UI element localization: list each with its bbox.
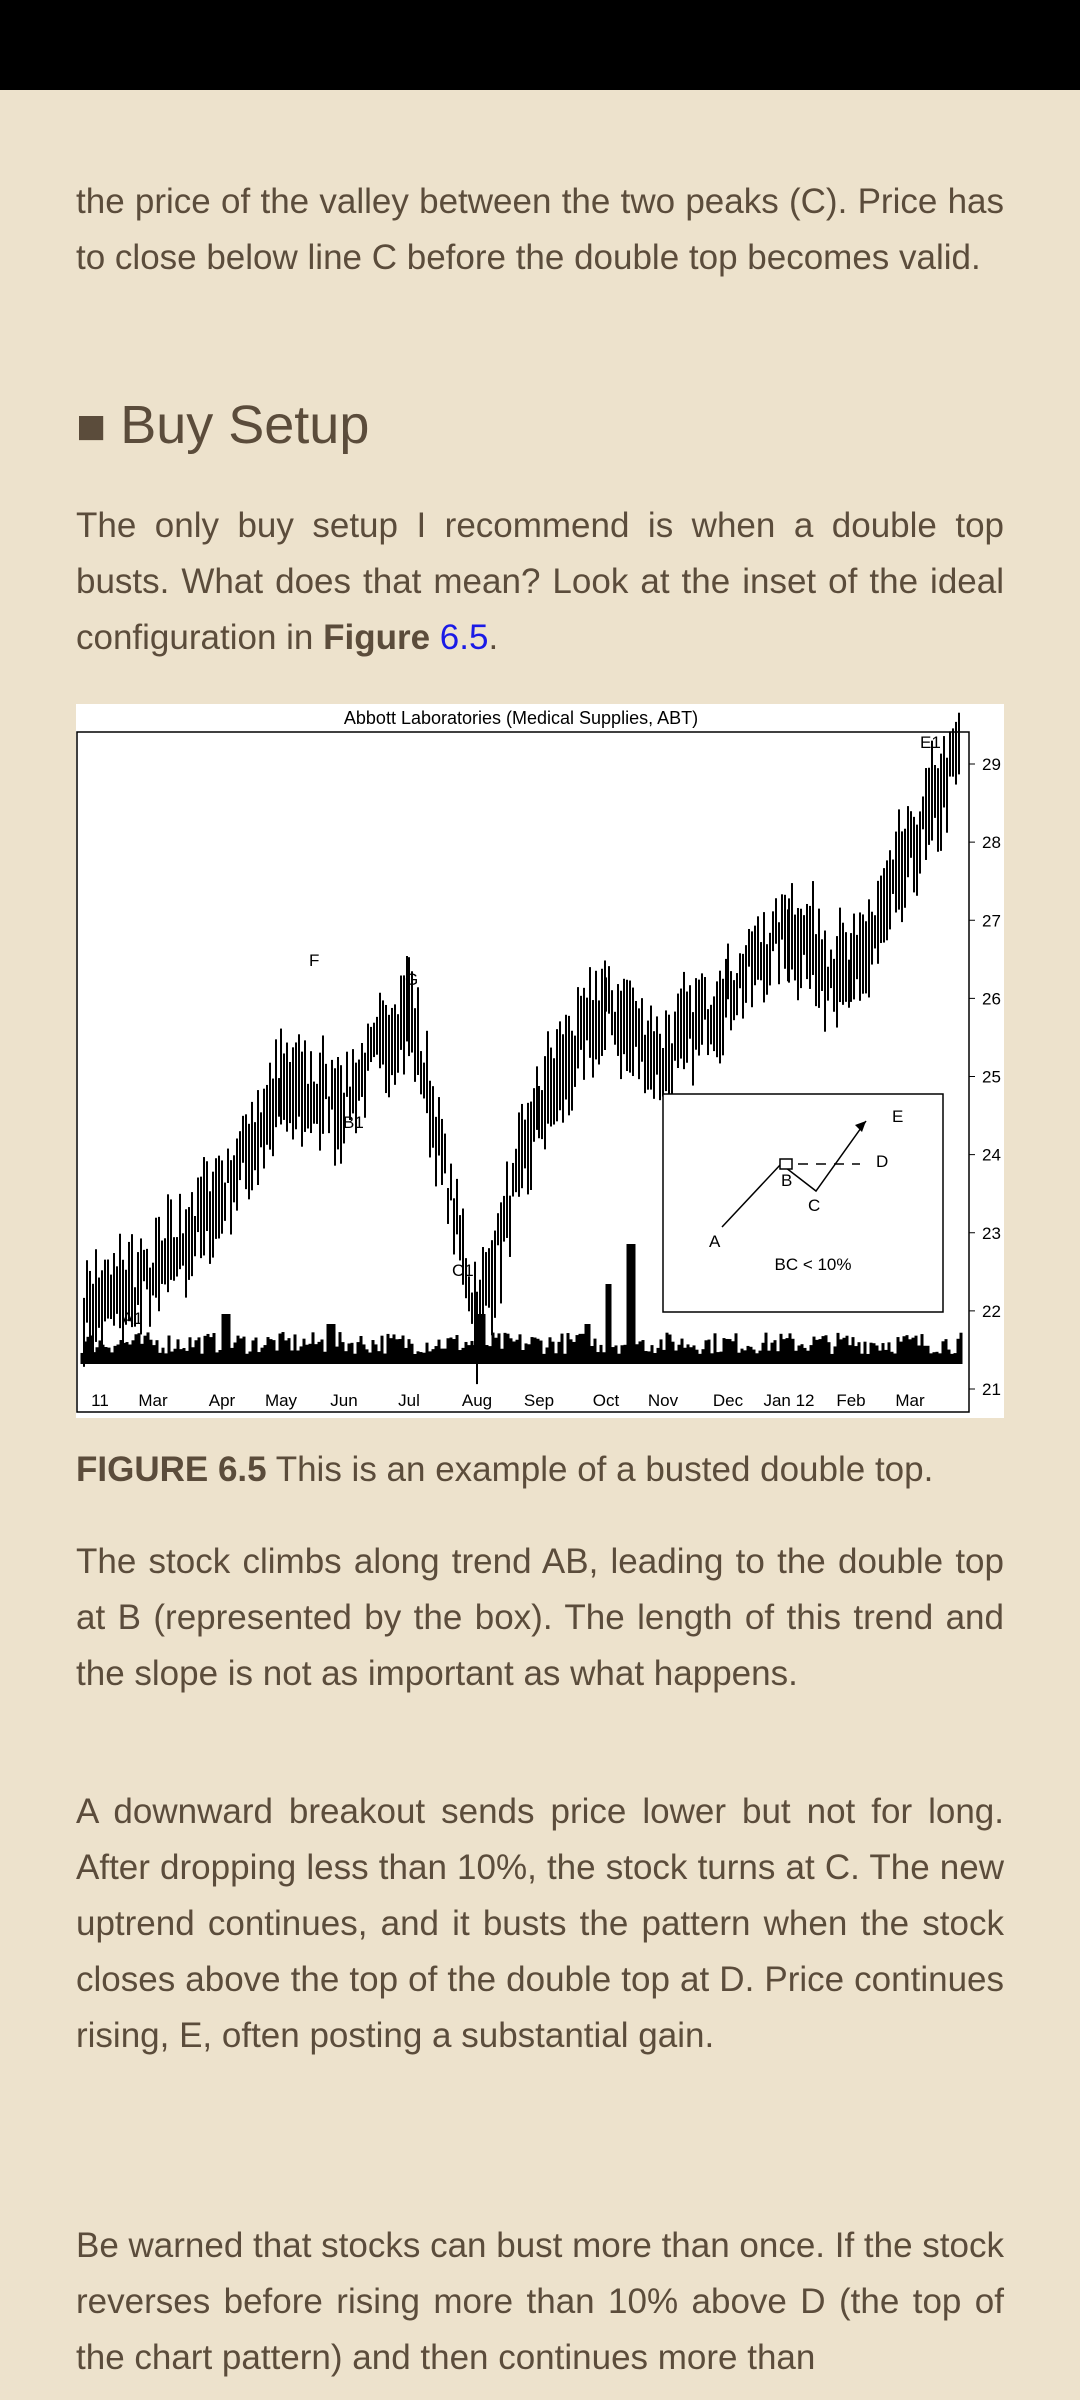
- figure-image: [76, 704, 1004, 1418]
- x-tick-label: Feb: [836, 1391, 866, 1410]
- buy-intro-text: The only buy setup I recommend is when a double top busts. What does that mean? Look at the inset of the ideal configuration in: [76, 506, 1004, 657]
- annotation-label: A1: [122, 1309, 143, 1328]
- x-tick-label: Sep: [523, 1391, 555, 1410]
- figure-caption: [76, 1442, 933, 1498]
- x-tick-label: May: [264, 1391, 298, 1410]
- x-tick-label: Jun: [330, 1391, 358, 1410]
- annotation-label: F: [309, 951, 320, 970]
- buy-end-text: .: [488, 618, 499, 657]
- x-tick-label: Jan 12: [763, 1391, 815, 1410]
- inset-label-d: D: [876, 1152, 889, 1171]
- x-tick-label: Apr: [208, 1391, 236, 1410]
- y-tick-label: 25: [982, 1067, 1001, 1087]
- section-heading: [76, 390, 369, 461]
- figure-word: Figure: [323, 618, 431, 657]
- figure-link[interactable]: 6.5: [439, 618, 489, 657]
- y-tick-label: 28: [982, 833, 1001, 853]
- x-tick-label: Jul: [398, 1391, 420, 1410]
- heading-square-icon: ■: [76, 398, 107, 454]
- stock-chart: [76, 704, 1004, 1418]
- caption-label: FIGURE 6.5: [76, 1450, 267, 1489]
- paragraph-2: A downward breakout sends price lower but not for long. After dropping less than 10%, the stock turns at C. The new uptrend continues, and it busts the pattern when the stock closes above the top of the double top at D. Price continues rising, E, often posting a substantial gain.: [76, 1792, 1004, 2055]
- x-tick-label: Mar: [138, 1391, 168, 1410]
- status-bar: [0, 0, 1080, 90]
- annotation-label: C1: [452, 1261, 474, 1280]
- annotation-label: B1: [343, 1113, 364, 1132]
- inset-label-c: C: [808, 1196, 821, 1215]
- heading-text: Buy Setup: [120, 395, 370, 455]
- y-tick-label: 26: [982, 989, 1001, 1009]
- x-tick-label: Nov: [647, 1391, 679, 1410]
- inset-diagram: [663, 1094, 943, 1312]
- paragraph-3: Be warned that stocks can bust more than once. If the stock reverses before rising more than 10% above D (the top of the chart pattern) and then continues more than: [76, 2226, 1004, 2377]
- chart-title: Abbott Laboratories (Medical Supplies, ABT): [343, 708, 699, 728]
- inset-label-e: E: [892, 1107, 904, 1126]
- y-tick-label: 21: [982, 1380, 1001, 1399]
- y-tick-label: 29: [982, 755, 1001, 774]
- annotation-label: E1: [920, 733, 941, 752]
- inset-label-a: A: [709, 1232, 721, 1251]
- y-tick-label: 27: [982, 911, 1001, 931]
- y-axis: [969, 755, 1001, 1399]
- y-tick-label: 24: [982, 1145, 1001, 1165]
- inset-label-b: B: [781, 1171, 793, 1190]
- paragraph-top: the price of the valley between the two peaks (C). Price has to close below line C before the double top becomes valid.: [76, 182, 1004, 277]
- inset-note: BC < 10%: [774, 1255, 852, 1274]
- x-tick-label: 11: [91, 1391, 109, 1410]
- inset-box: [780, 1159, 792, 1169]
- paragraph-1: The stock climbs along trend AB, leading to the double top at B (represented by the box). The length of this trend and the slope is not as important as what happens.: [76, 1542, 1004, 1693]
- caption-text: This is an example of a busted double top.: [266, 1450, 934, 1489]
- paragraph-buy-setup: [76, 498, 1004, 666]
- inset-frame: [663, 1094, 943, 1312]
- annotation-label: G: [405, 970, 419, 989]
- x-tick-label: Aug: [461, 1391, 493, 1410]
- y-tick-label: 23: [982, 1223, 1001, 1243]
- x-tick-label: Oct: [592, 1391, 620, 1410]
- y-tick-label: 22: [982, 1301, 1001, 1321]
- x-tick-label: Mar: [895, 1391, 925, 1410]
- x-tick-label: Dec: [712, 1391, 744, 1410]
